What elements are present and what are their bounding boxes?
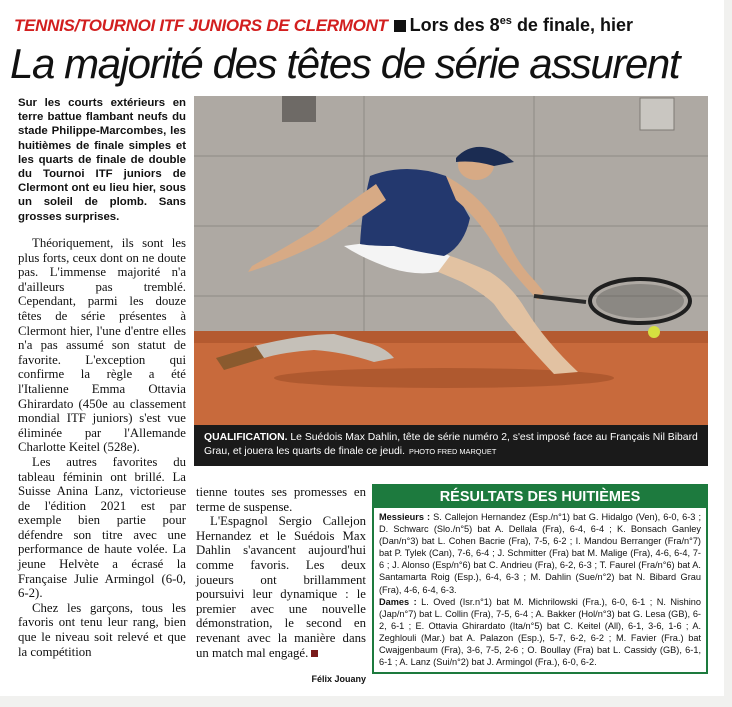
women-label: Dames :: [379, 596, 417, 607]
section-label: TENNIS/TOURNOI ITF JUNIORS DE CLERMONT: [14, 16, 388, 35]
author-signature: Félix Jouany: [311, 674, 366, 684]
body-paragraph: tienne toutes ses promesses en terme de suspense.: [196, 485, 366, 514]
results-title: RÉSULTATS DES HUITIÈMES: [374, 486, 706, 508]
body-paragraph: Théoriquement, ils sont les plus forts, ceux dont on ne doute pas. L'immense majorité n'a d'ailleurs pas tremblé. Cependant, parmi les douze têtes de série présentes à Clermont hier, l'une d'entre elles n'a pas assumé son statut de favorite. L'exception qui confirme la règle a été l'Italienne Emma Ottavia Ghirardato (450e au classement mondial ITF juniors) s'est vue éliminée par l'Allemande Charlotte Keitel (528e).: [18, 236, 186, 455]
square-bullet-icon: [394, 20, 406, 32]
headline: La majorité des têtes de série assurent: [10, 40, 680, 87]
end-mark-icon: [311, 650, 318, 657]
tennis-photo: [194, 96, 708, 425]
date-superscript: es: [499, 15, 512, 27]
tennis-player-illustration: [194, 96, 708, 425]
lede-paragraph: Sur les courts extérieurs en terre battue flambant neufs du stade Philippe-Marcombes, les huitièmes de finale simples et les quarts de finale de double du Tournoi ITF juniors de Clermont ont eu lieu hier, sous un soleil de plomb. Sans grosses surprises.: [18, 97, 186, 223]
photo-credit: PHOTO FRED MARQUET: [409, 447, 497, 456]
caption-text: Le Suédois Max Dahlin, tête de série numéro 2, s'est imposé face au Français Nil Bibard Grau, et jouera les quarts de finale ce jeudi.: [204, 432, 698, 457]
photo-caption: [194, 425, 708, 466]
body-paragraph: Chez les garçons, tous les favoris ont tenu leur rang, bien que le niveau soit relevé et que la compétition: [18, 600, 186, 659]
date-prefix: Lors des 8: [409, 15, 500, 35]
results-body: [374, 508, 706, 671]
men-results-text: S. Callejon Hernandez (Esp./n°1) bat G. Hidalgo (Ven), 6-0, 6-3 ; D. Schwarc (Slo./n°5) bat A. Dellala (Fra), 6-4, 6-4 ; K. Bonsach Ganley (Dan/n°3) bat L. Cohen Bacrie (Fra), 7-5, 6-2 ; I. Mandou Berranger (Fra/n°7) bat P. Tylek (Can), 7-6, 6-4 ; J. Schmitter (Fra) bat M. Malige (Fra), 4-6, 6-4, 7-6 ; J. Alonso (Esp/n°6) bat C. Andrieu (Fra), 6-2, 6-3 ; T. Faurel (Fra/n°6) bat A. Santamarta Roig (Esp.), 6-4, 6-3 ; M. Dahlin (Sue/n°2) bat N. Bibard Grau (Fra), 4-6, 6-4, 6-3.: [379, 512, 701, 595]
women-results-text: L. Oved (Isr.n°1) bat M. Michrilowski (Fra.), 6-0, 6-1 ; N. Nishino (Jap/n°7) bat L. Collin (Fra), 7-5, 6-4 ; A. Bakker (Hol/n°3) bat G. Lesa (GB), 6-2, 6-1 ; E. Ottavia Ghirardato (Ita/n°5) bat C. Keitel (All), 6-1, 3-6, 1-6 ; A. Zeghlouli (Mar.) bat A. Palazon (Esp.), 5-7, 6-2, 6-2 ; M. Favier (Fra.) bat Cwajgenbaum (Fra), 3-6, 7-5, 2-6 ; O. Boullay (Fra) bat L. Cassidy (GB), 6-1, 6-1 ; A. Lanz (Sui/n°2) bat J. Armingol (Fra.), 6-0, 6-2.: [379, 596, 701, 668]
men-results: [379, 511, 701, 596]
event-date: [410, 15, 633, 35]
caption-label: QUALIFICATION.: [204, 432, 288, 443]
article-column-2: [196, 485, 366, 660]
results-box: [372, 484, 708, 674]
date-suffix: de finale, hier: [511, 15, 633, 35]
body-paragraph-text: L'Espagnol Sergio Callejon Hernandez et le Suédois Max Dahlin s'avancent aujourd'hui comme favoris. Les deux joueurs ont brillamment poursuivi leur dynamique : le premier avec une nouvelle démonstration, le second en revenant avec la manière dans un match mal engagé.: [196, 514, 366, 660]
men-label: Messieurs :: [379, 512, 431, 522]
body-paragraph: [196, 514, 366, 660]
section-kicker: [14, 10, 633, 37]
article-column-1: [18, 236, 186, 659]
body-paragraph: Les autres favorites du tableau féminin ont brillé. La Suisse Anina Lanz, victorieuse de l'édition 2021 est par exemple bien partie pour défendre son titre avec une performance de haute volée. La jeune Helvète a écrasé la Française Julie Armingol (6-0, 6-2).: [18, 454, 186, 601]
women-results: [379, 596, 701, 669]
